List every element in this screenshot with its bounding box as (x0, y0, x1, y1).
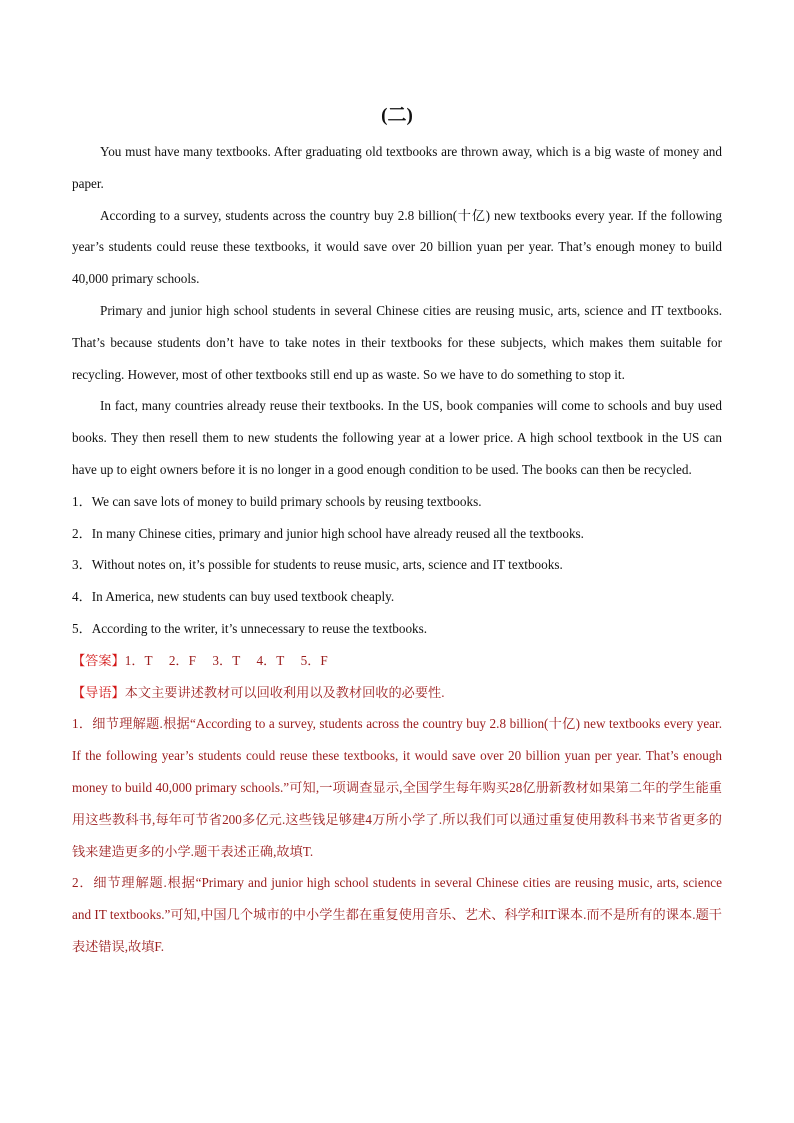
explanation-list (72, 708, 722, 962)
explanation-item: 2．细节理解题.根据“Primary and junior high school students in several Chinese cities are reusing music, arts, science and IT textbooks.”可知,中国几个城市的中小学生都在重复使用音乐、艺术、科学和IT课本.而不是所有的课本.题干表述错误,故填F. (72, 875, 722, 954)
section-title: (二) (381, 105, 413, 126)
answer-text: 1．T 2．F 3．T 4．T 5．F (124, 652, 328, 668)
document-page (72, 100, 722, 963)
answer-tag: 【答案】 (72, 652, 125, 668)
guide-line (72, 677, 722, 709)
question-item: 5．According to the writer, it’s unnecessary to reuse the textbooks. (72, 620, 428, 636)
explanation-item: 1．细节理解题.根据“According to a survey, students across the country buy 2.8 billion(十亿) new textbooks every year. If the following year’s students could reuse these textbooks, it would save over 20 billion yuan per year. That’s enough money to build 40,000 primary schools.”可知,一项调查显示,全国学生每年购买28亿册新教材如果第二年的学生能重用这些教科书,每年可节省200多亿元.这些钱足够建4万所小学了.所以我们可以通过重复使用教科书来节省更多的钱来建造更多的小学.题干表述正确,故填T. (72, 716, 722, 859)
answer-line (72, 645, 722, 677)
passage-paragraph: You must have many textbooks. After graduating old textbooks are thrown away, which is a big waste of money and paper. (72, 144, 722, 191)
question-item: 2．In many Chinese cities, primary and junior high school have already reused all the textbooks. (72, 525, 584, 541)
question-list (72, 486, 722, 645)
question-item: 3．Without notes on, it’s possible for students to reuse music, arts, science and IT textbooks. (72, 557, 563, 573)
guide-tag: 【导语】 (72, 684, 125, 700)
passage-paragraph: According to a survey, students across the country buy 2.8 billion(十亿) new textbooks every year. If the following year’s students could reuse these textbooks, it would save over 20 billion yuan per year. That’s enough money to build 40,000 primary schools. (72, 207, 722, 287)
passage-paragraph: In fact, many countries already reuse their textbooks. In the US, book companies will come to schools and buy used books. They then resell them to new students the following year at a lower price. A high school textbook in the US can have up to eight owners before it is no longer in a good enough condition to be used. The books can then be recycled. (72, 398, 722, 477)
passage-paragraph: Primary and junior high school students in several Chinese cities are reusing music, arts, science and IT textbooks. That’s because students don’t have to take notes in their textbooks for these subjects, which makes them suitable for recycling. However, most of other textbooks still end up as waste. So we have to do something to stop it. (72, 302, 722, 382)
guide-text: 本文主要讲述教材可以回收利用以及教材回收的必要性. (124, 684, 445, 700)
question-item: 1．We can save lots of money to build primary schools by reusing textbooks. (72, 493, 482, 509)
question-item: 4．In America, new students can buy used textbook cheaply. (72, 589, 395, 605)
reading-passage (72, 136, 722, 486)
